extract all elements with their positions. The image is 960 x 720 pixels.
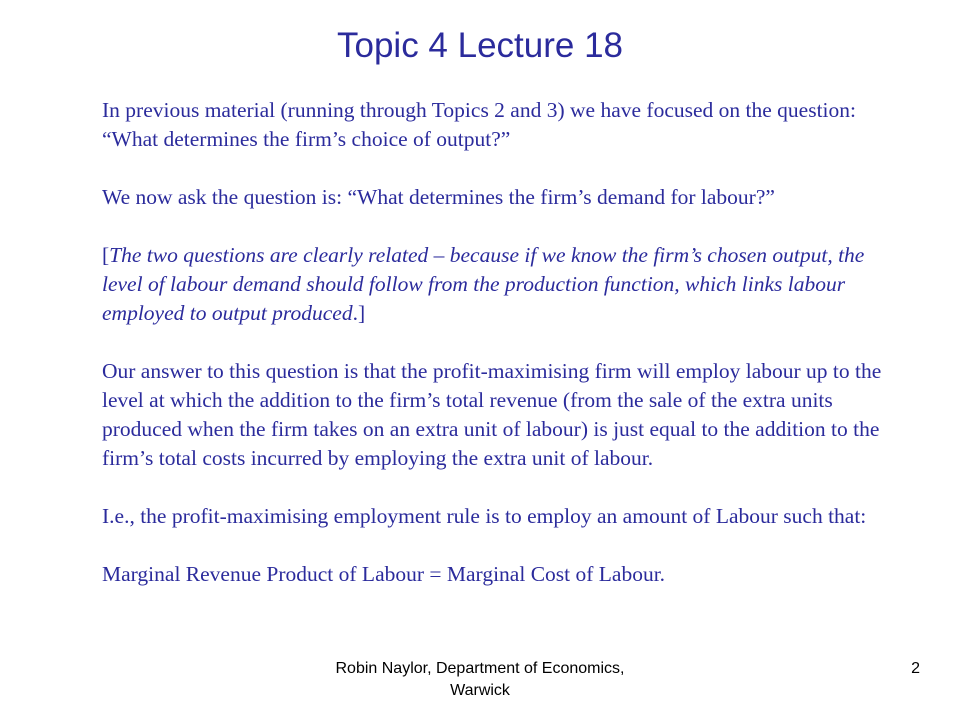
slide-title: Topic 4 Lecture 18 (336, 26, 623, 65)
paragraph-labour-question: We now ask the question is: “What determines the firm’s demand for labour?” (102, 185, 775, 209)
related-questions-italic: The two questions are clearly related – because if we know the firm’s chosen output, the level of labour demand should follow from the production function, which links labour employed to output produced (102, 243, 865, 325)
slide-body (102, 96, 882, 589)
bracket-close: .] (352, 301, 366, 325)
paragraph-related-questions (102, 241, 882, 328)
bracket-open: [ (102, 243, 110, 267)
paragraph-answer: Our answer to this question is that the profit-maximising firm will employ labour up to the level at which the addition to the firm’s total revenue (from the sale of the extra units produced when the firm takes on an extra unit of labour) is just equal to the addition to the firm’s total costs incurred by employing the extra unit of labour. (102, 359, 882, 470)
paragraph-employment-rule: I.e., the profit-maximising employment rule is to employ an amount of Labour such that: (102, 504, 867, 528)
page-number: 2 (911, 660, 920, 677)
slide-footer: Robin Naylor, Department of Economics, Warwick (335, 660, 625, 699)
paragraph-previous-material: In previous material (running through Topics 2 and 3) we have focused on the question: “What determines the firm’s choice of output?” (102, 98, 857, 151)
paragraph-mrp-equals-mc: Marginal Revenue Product of Labour = Marginal Cost of Labour. (102, 562, 666, 586)
